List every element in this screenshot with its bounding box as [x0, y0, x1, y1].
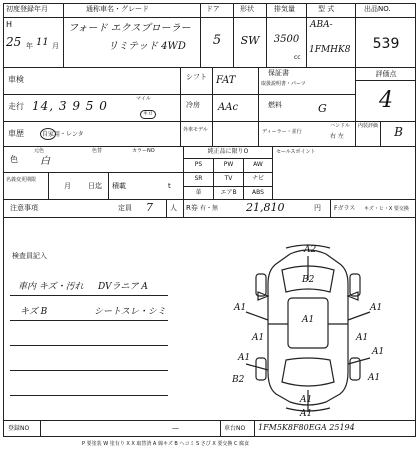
inspector-line	[10, 395, 168, 396]
divider	[355, 3, 356, 67]
mileage-value: 14, 3 9 5 0	[32, 99, 108, 113]
divider	[3, 121, 355, 122]
divider	[3, 172, 183, 173]
type-prefix: ABA-	[310, 20, 333, 30]
capacity-value: 7	[146, 201, 153, 214]
name-change-label: 名義変更期限	[6, 177, 37, 183]
damage-mark: A1	[234, 303, 247, 313]
damage-mark: B2	[232, 375, 245, 385]
type-code: 1FMHK8	[309, 45, 351, 55]
grade: リミテッド 4WD	[108, 41, 186, 52]
handle-label: ハンドル	[330, 123, 351, 129]
divider	[183, 186, 272, 187]
doors-label: ドア	[206, 5, 220, 13]
type-label: 型 式	[318, 5, 335, 13]
equip-ps: PS	[194, 161, 203, 168]
capacity-unit: 人	[170, 204, 177, 212]
inspector-note-2b: シートスレ・シミ	[94, 307, 166, 317]
era: H	[6, 20, 13, 29]
equip-airbag: エアB	[220, 189, 237, 196]
divider	[355, 121, 416, 122]
load-unit: t	[168, 182, 171, 190]
damage-mark: A1	[300, 409, 313, 416]
color-change-label: 色替	[92, 148, 103, 154]
vin-label: 車台NO	[224, 425, 246, 432]
shift-label: シフト	[186, 73, 207, 81]
reg-year: 25	[6, 35, 22, 49]
warranty-sub: 取扱説明書・パーツ	[261, 81, 306, 87]
damage-mark: A1	[238, 353, 251, 363]
shift-value: FAT	[216, 75, 236, 86]
inspector-note-1a: 車内 キズ・汚れ	[18, 282, 84, 292]
divider	[254, 420, 255, 437]
divider	[220, 420, 221, 437]
color-no-label: カラーNO	[132, 148, 155, 154]
inspector-line	[10, 345, 168, 346]
damage-mark: B2	[302, 275, 315, 285]
divider	[166, 199, 167, 217]
name-grade-label: 通称車名・グレード	[86, 5, 149, 13]
damage-mark: A1	[252, 333, 265, 343]
color-value: 白	[40, 156, 50, 167]
notes-label: 注意事項	[10, 204, 38, 212]
equip-abs: ABS	[252, 189, 264, 196]
original-color-label: 元色	[34, 148, 45, 154]
divider	[63, 3, 64, 67]
history-value: 自家用・レンタ	[42, 131, 84, 138]
divider	[183, 199, 184, 217]
inspector-line	[10, 370, 168, 371]
inspector-line	[10, 295, 168, 296]
damage-mark: A1	[302, 315, 315, 325]
divider	[180, 67, 181, 146]
equip-navi: ナビ	[251, 175, 264, 182]
divider	[212, 67, 213, 146]
capacity-label: 定員	[118, 204, 132, 212]
divider	[3, 94, 355, 95]
load-label: 積載	[112, 182, 126, 190]
lot-label: 出品NO.	[364, 5, 391, 13]
recycle-options: 有・無	[200, 205, 219, 212]
genuine-label: 純正品に限りO	[207, 148, 249, 155]
divider	[330, 199, 331, 217]
reg-no-label: 登録NO	[8, 425, 30, 432]
lot-number: 539	[372, 36, 400, 52]
warranty-label: 保証書	[268, 69, 289, 77]
divider	[355, 80, 416, 81]
month-unit: 月	[52, 42, 59, 50]
reg-no-value: —	[172, 424, 179, 432]
fuel-label: 燃料	[268, 101, 282, 109]
handle-options: 右 左	[330, 133, 344, 140]
divider	[3, 199, 416, 200]
divider	[3, 17, 416, 18]
divider	[40, 420, 41, 437]
divider	[306, 3, 307, 67]
model-label: 外車モデル	[183, 127, 208, 133]
equip-sr: SR	[194, 175, 203, 182]
equip-tv: TV	[224, 175, 233, 182]
aircon-value: AAc	[218, 102, 239, 113]
shape-value: SW	[240, 34, 260, 47]
divider	[183, 172, 272, 173]
sales-point-label: セールスポイント	[276, 149, 316, 155]
yen: 円	[314, 204, 321, 212]
glass-label: Fガラス	[334, 205, 356, 212]
divider	[3, 146, 416, 147]
damage-legend: P 要塗装 W 塗有り X X 取替済 A 線キズ B へコミ S さび X 要交換 C 腐食	[82, 441, 250, 447]
history-label: 車歴	[8, 129, 24, 138]
displacement-label: 排気量	[274, 5, 295, 13]
first-reg-label: 初度登録年月	[6, 5, 48, 13]
equip-aw: AW	[253, 161, 263, 168]
inspector-note-2a: キズ B	[20, 307, 48, 317]
divider	[272, 146, 273, 199]
damage-mark: A1	[372, 347, 385, 357]
unit-km: キロ	[140, 110, 156, 119]
divider	[48, 172, 49, 199]
year-unit: 年	[26, 42, 33, 50]
recycle-amount: 21,810	[246, 201, 285, 214]
model-name: フォード エクスプローラー	[68, 23, 191, 34]
divider	[3, 217, 416, 218]
deadline-month-label: 月	[64, 182, 71, 190]
mileage-label: 走行	[8, 102, 24, 111]
shaken-label: 車検	[8, 75, 24, 84]
fuel-value: G	[318, 102, 327, 115]
aircon-label: 冷房	[186, 101, 200, 109]
inspector-line	[10, 320, 168, 321]
car-diagram	[228, 240, 388, 416]
vin-value: 1FM5K8F80EGA 25194	[258, 423, 355, 432]
recycle-label: R券	[186, 204, 198, 212]
color-label: 色	[10, 155, 18, 164]
divider	[3, 420, 416, 421]
damage-mark: A1	[300, 395, 313, 405]
interior-label: 内装評価	[358, 123, 379, 129]
displacement-value: 3500	[273, 34, 300, 45]
unit-mile: マイル	[136, 96, 151, 102]
dealer-label: ディーラー・並行	[262, 129, 302, 135]
deadline-day-label: 日迄	[88, 182, 102, 190]
equip-leather: 革	[195, 189, 202, 196]
displacement-unit: cc	[294, 54, 301, 61]
reg-month: 11	[36, 37, 49, 48]
damage-mark: A1	[368, 373, 381, 383]
damage-mark: A1	[370, 303, 383, 313]
doors-value: 5	[212, 33, 222, 48]
glass-options: キズ・ヒ・X 要交換	[364, 206, 409, 212]
inspector-note-1b: DVラニア A	[98, 282, 148, 292]
divider	[183, 158, 272, 159]
damage-mark: A1	[356, 333, 369, 343]
equip-pw: PW	[223, 161, 234, 168]
divider	[258, 67, 259, 146]
shape-label: 形状	[240, 5, 254, 13]
divider	[108, 172, 109, 199]
damage-mark: A2	[304, 245, 317, 255]
score-value: 4	[379, 88, 393, 113]
score-label: 評価点	[375, 70, 397, 78]
interior-value: B	[394, 125, 403, 139]
history-circle	[40, 128, 56, 140]
inspector-label: 検査員記入	[12, 252, 47, 260]
